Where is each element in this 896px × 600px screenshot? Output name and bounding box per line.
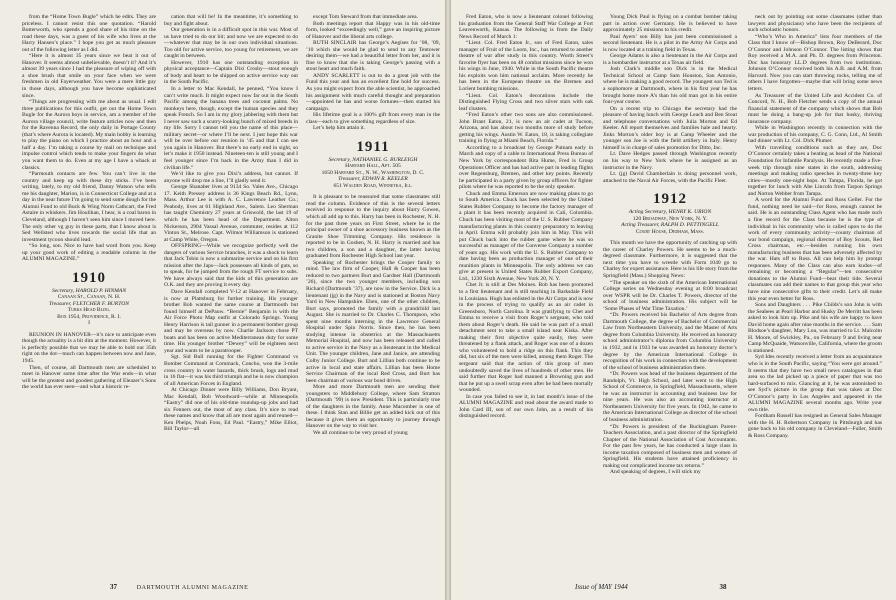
paragraph: “Dr. Powers received his Bachelor of Arts degree from Dartmouth College, the degree of Bachelor of Commercial Law from Northeastern University, and the Master of Arts degree from Columbia University. He received an honorary school administrator’s diploma from Columbia University in 1932, and in 1933 he was awarded an honorary doctor’s degree by the American International College in recognition of his work in connection with the development of the school of business administration there. <box>603 312 737 371</box>
paragraph: According to a broadcast by George Putnam early in March and copy of a cable to International Press Bureau of New York by correspondent Rita Hume, Fred is Group Operations Officer and has had active part in leading flights over Regensburg, Bremen, and other key points. Recently he participated in a party given by group officers for fighter pilots where he was reported to be the only speaker. <box>459 144 593 191</box>
class-officers-1910 <box>22 288 156 327</box>
paragraph: Lt. (jg) David Chamberlain is doing personnel work, attached to the Naval Air Forces, with the Pacific Fleet. <box>603 171 737 184</box>
secretary-address-2: 1650 Harvard St., N. W., Washington, D. C. <box>321 169 425 176</box>
treasurer-title: Acting Treasurer, RALPH D. PETTINGELL <box>621 222 719 229</box>
paragraph: We’d like to give you Dixi’s address, but cannot. If anyone will drop me a line, I’ll gladly send it. <box>164 171 298 184</box>
treasurer-title: Treasurer, EDWIN R. KEELER <box>338 176 408 183</box>
right-page <box>451 0 896 600</box>
paragraph: RUTH SINCLAIR has George’s Aegises for ’08, ’09, ’10 which she would be glad to send to any Tentower desiring them—we had a beautiful letter from her, and it is fine to know that she is taking George’s passing with a stout heart and much faith. <box>306 40 440 73</box>
paragraph: Syd Ides recently received a letter from an acquaintance who is in the South Pacific, saying “You were got around.” It seems that they have two small news catalogues in that area so the lad picked up a piece of paper that was too hard-surfaced to mix. Glancing at it, he was astonished to see Syd’s picture in the group that was taken at Doc O’Connor’s party in Los Angeles and appeared in the ALUMNI MAGAZINE several months ago. Write your own title. <box>748 354 882 413</box>
paragraph: from the “Home Town Bugle” which he edits. They are priceless. I cannot resist this one quotation. “Harold Butterworth, who spends a good share of his time on the road these days, was a guest of his wife who lives at the Harry Hansen’s place.” I hope you get as much pleasure out of the following letter as I did. <box>22 14 156 53</box>
paragraph: Sgt. Sid Bull running for the Fighter Command vs Bomber Command at Commack, Concho, won the 3-mile cross country in water hazards, thick brush, logs and mud in 16 flat—it was his third triumph and he is now champion of all American Forces in England. <box>164 354 298 387</box>
paragraph: Let’s help him attain it. <box>313 125 366 132</box>
paragraph: With travelling conditions such as they are, Doc O’Connor certainly takes a beating as head of the National Foundation for Infantile Paralysis. He recently made a five-week trip through nine states in the south, addressing meetings and making radio speeches in twenty-three key cities—mostly one-night hops. At Tampa, Florida, he got together for lunch with Abe Lincoln from Tarpon Springs and Norton Webber from Tampa. <box>748 144 882 197</box>
treasurer-address: 651 Walden Road, Winnetka, Ill. <box>333 182 413 189</box>
paragraph: ANDY SCARLETT is out to do a great job with the Fund this year and has an excellent fine hold for success. As you might expect from the able scientist, he approached his assignment with much careful thought and preparation—appointed he has and worse fortunes—then started his campaign. <box>306 72 440 112</box>
secretary-title: Acting Secretary, HENRY K. URION <box>628 209 712 216</box>
paragraph: George Shanaber lives at 9134 So. Vales Ave., Chicago 17. Keith Pressey address is 36 Kings Beach Rd., Lynn, Mass. Arthur Lee is with A. C. Lawrence Leather Co.; Peabody, lives at 61 Highland Ave., Salem. Leo Sherman has taught Chemistry 27 years at Griswold, the last 19 of which he has been head of the Department. Alton Nickerson, 2904 Vassal Avenue, commuter, resides at 112 Vinton St., Melrose. Capt. Wilmot Williamson is stationed at Camp White, Oregon. <box>164 184 298 243</box>
paragraph: Paul Ayers’ son Billy has just been commissioned a second lieutenant. He is a pilot in the Army Air Corps and is now located at a training field in Texas. <box>603 33 737 53</box>
paragraph: “Lieut. Col. Eaton’s decorations include the Distinguished Flying Cross and two silver stars with oak leaf clusters. <box>459 92 593 112</box>
paragraph: Lt. Dave Hedges passed through Washington recently on his way to New York where he is assigned as an instructor in the Navy. <box>603 151 737 171</box>
paragraph: “Dr. Powers was head of the business department of the Randolph, Vt. High School, and later went to the High School of Commerce, in Springfield, Massachusetts, where he was an instructor in accounting and business law for nine years. He was also an accounting instructor at Northeastern University for five years. In 1942, he came to the American International College as director of the school of business administration. <box>603 371 737 423</box>
left-page-footer <box>110 583 248 591</box>
left-column-2 <box>164 14 298 574</box>
paragraph: “The speaker on the sixth of the American International College series on Wednesday evening at 8:00 broadcast over WSPR will be Dr. Charles T. Powers, director of the school of business administration. His subject will be ‘Some Phases of War Time Taxation.’ <box>603 279 737 312</box>
secretary-title: Secretary, HAROLD P. HINMAN <box>51 287 127 294</box>
paragraph: OFFSPRING—While we recognize perfectly well the dangers of various Service branches, it was a shock to learn that Jack Tobin is now a submarine service and on his first mission after the Japs—Jack possesses all kinds of guts, so to speak, for he jumped from the rough FT service to subs. We have always said that the kids of this generation are O.K. and they are proving it every day. <box>164 243 298 289</box>
paragraph: “Who’s Who in America” lists four members of the Class that I know of—Bishop Brown, Roy DeBerard, Doc O’Connor and Johnson O’Connor. The listing shows that Roy received a M.A. and Ph. D. degrees from Princeton. Doc has honorary LL.D degrees from two institutions. Johnson O’Connor received both his A.B. and A.M. from Harvard. Now you can start throwing rocks, telling me of others I have forgotten—maybe that will bring some news letters. <box>748 33 882 93</box>
class-heading-1911: 1911 <box>356 138 390 155</box>
paragraph: This month we have the opportunity of catching up with the career of Charley Powers. He seems to be a much-degreed classmate. Furthermore, it is suggested that the next time you have to wrestle with Form 1040 go to Charley for expert assistance. Here is his life story from the Springfield (Mass.) Shopping News: <box>603 240 737 279</box>
class-heading-1910: 1910 <box>72 269 106 286</box>
right-column-1 <box>459 14 593 574</box>
paragraph: Sons and Daughters . . . Pike Childs’s son John is with the Seabees at Pearl Harbor and Husky De Merritt has been asked to look him up. Pike and his wife are happy to have David home again after nine months in the service. . . . Sam Blodsoe’s daughter, Mary Lou, was married to Lt. Malcolm H. Moore, of Swickley, Pa., on February 9 and living near Camp McQuaide, Watsonville, California, where the groom is stationed. <box>748 302 882 354</box>
secretary-address: Harvard Hall, Apt. 505 <box>345 163 401 170</box>
class-officers-1912 <box>603 209 737 235</box>
issue-date: Issue of MAY 1944 <box>575 583 628 591</box>
secretary-title: Secretary, NATHANIEL G. BURLEIGH <box>328 156 418 163</box>
paragraph: Both meetings report that Happy was in his old-time form, looked “exceedingly well,” gave an inspiring picture of Hanover and the liberal arts college. <box>306 20 440 40</box>
paragraph: Fordham Russell has resigned as General Sales Manager with the H. H. Robertson Company in Pittsburgh and has gone back to his old company in Cleveland—Fuller, Smith & Ross Company. <box>748 413 882 439</box>
paragraph: While in Washington recently in connection with the war production of his company, C. G. Conn, Ltd., Al Smith had dinner with Lt. Col. Dick Plumer. <box>748 125 882 145</box>
paragraph: Chet Jr. is still at Des Moines. Bob has been promoted to a first lieutenant and is still teaching in Barksdale Field in Louisiana. Hugh has enlisted in the Air Corps and is now in the process of trying to qualify as an air cadet in Greensboro, North Carolina. It was gratifying to Chet and Emma to receive a visit from Roger’s sergeant, who told them about Roger’s death. He said he was part of a small detachment sent to take a small island near Kiska. After making their first objective quite easily, they were threatened by a flank attack, and Roger was one of a dozen who volunteered to hold a ridge on this flank. This they did, but six of the men were killed, among them Roger. The sergeant said that the action of this group of men undoubtedly saved the lives of hundreds of other men. He said further that Roger had manned a Browning gun and that he put up a swell scrap even after he had been mortally wounded. <box>459 282 593 394</box>
secretary-address: 120 Broadway, New York, N. Y. <box>632 215 708 222</box>
paragraph: At Chicago Dinner were Billy Williams, Don Bryant, Mac Kendall, Bob Woodward—while at Minneapolis “Eastry” did one of his old-time roundup-up jobs and had six Fenners out, the most of any class. It’s nice to read these names and know that all are most again and reuned—Ken Phelps, Noah Fons, Ed Paul. “Eastry,” Mike Elliot, Bill Taylor—all <box>164 387 298 433</box>
paragraph: REUNION IN HANOVER—it’s nice to anticipate even though the actuality is a bit dim at the moment. However, it is perfectly possible that we may be able to hold our 35th right on the dot—much can happen between now and June, 1945. <box>22 331 156 364</box>
paragraph: “Dr. Powers is president of the Buckingham Parent-Teachers Association, and a past director of the Springfield Chapter of the National Association of Cost Accountants. For the past few years, he has conducted a large class in income taxation composed of business men and women of Springfield. His students have attained proficiency in making out complicated income tax returns.” <box>603 423 737 469</box>
left-page <box>0 0 445 600</box>
paragraph: His lifetime goal is a 100% gift from every man in the class—each to give something regardless of size. <box>306 112 440 125</box>
secretary-address: Canaan St., Canaan, N. H. <box>57 294 121 301</box>
paragraph: Josh Clark’s middle son Dick is in the Medical Technical School at Camp Sam Houston, San Antonio, where he is making a good record. The youngest son Ted is a sophomore at Dartmouth, where in his first year he has brought home more A’s than his old man got in his entire four-year course. <box>603 66 737 106</box>
paragraph: A word for the Alumni Fund and Ross Geller. For the fund, nothing need be said—for Ross, enough cannot be said. He is an outstanding Class Agent who has made such a fine record for the Class because he is the type of individual in his community who is called upon to do the work of every community activity—county chairman of war bond campaign, regional director of Boy Scouts, Red Cross chairman, etc.—besides running his own manufacturing business that has been adversely affected by the war. Hats off to Ross. All can help him by prompt responses. Many of the Class can also earn kudos—of remaining or becoming a “Regular”—ten consecutive donations to the Alumni Fund—beat their tide. Several classmates can add their names to that group this year who have nine consecutive gifts to their credit. Let’s all make this year even better for Ross. <box>748 197 882 302</box>
paragraph: We all continue to be very proud of young <box>313 430 408 437</box>
treasurer-address: Turks Head Bldg. <box>67 307 111 314</box>
paragraph: In a letter to Mac Kendall, he penned, “You know I can’t write much. It might expect now far out in the South Pacific among the banana trees and coconut palms. No monkeys here, though, except the human species and they speak French. So I am in my glory jabbering with them but I never saw such a scurry-looking bunch of mixed breeds in my life. Sorry I cannot tell you the name of this place—military secret—or where I’ll be next. I just hope this war will be over before our reunion in ’45 and that I can see you again in Hanover. But there’s no early end in sight, so let’s make it 1950 instead. Nineteen-ten is still young and I feel younger since I’m back in the Army than I did in civilian life.” <box>164 86 298 171</box>
magazine-title: DARTMOUTH ALUMNI MAGAZINE <box>136 585 249 591</box>
page-number: 37 <box>110 583 117 591</box>
paragraph: neck out by pointing out some classmates (other than lawyers and physicians) who have been the recipients of such scholastic honors. <box>748 14 882 34</box>
treasurer-title: Treasurer, FLETCHER F. BURTON <box>48 300 130 307</box>
class-heading-1912: 1912 <box>653 191 687 208</box>
paragraph: As Treasurer of the United Life and Accident Co. of Concord, N. H., Bob Fletcher sends a copy of the annual financial statement of the company which shows that Bob must be doing a bang-up job for that husky, thriving insurance company. <box>748 92 882 125</box>
right-page-footer <box>575 583 726 591</box>
paragraph: “Lieut. Col. Fred Eaton Jr., son of Fred Eaton, sales manager of Fruit of the Loom, Inc., has returned to another theatre of war after study in this country. Worth Street’s favorite flyer has been on 48 combat missions since he won his wings in June, 1940. While in the South Pacific theatre his exploits won him national acclaim. More recently he has been in the European theatre on the Bremen and Lorient bombing missions. <box>459 40 593 93</box>
page-number: 38 <box>719 583 727 591</box>
paragraph: George Adams is also a lieutenant in the Air Corps and is a bombardier instructor at a Texas air field. <box>603 53 737 66</box>
paragraph: Chuck and Emma Emerson are now making plans to go to South America. Chuck has been selected by the United States Rubber Company to become the factory manager of a plant it has been recently acquired in Cali, Colombia. Chuck has been visiting most of the U. S. Rubber Company manufacturing plants in this country preparatory to leaving in April. Emma will probably join him in May. This will put Chuck back into the rubber game where he was so successful as manager of the Converse Company a number of years ago. His work with the U. S. Rubber Company to date having been as production manager of one of their munition plants in Minneapolis. The only address we can give at present is United States Rubber Export Company, Ltd., 1230 Sixth Avenue, New York 20, N. Y. <box>459 190 593 282</box>
paragraph: “So long, son. Nice to have had word from you. Keep up your good work of editing a readable column in the ALUMNI MAGAZINE.” <box>22 243 156 263</box>
paragraph: It is pleasant to be reassured that some classmates still read the column. Evidence of this is the several letters received in response to the inquiry about Harry Gowen, which all add up to this. Harry has been in Rochester, N. H. for the past three years on First Street, where he is the principal owner of a shoe accessory business known as the Granite Shoe Trimming Company. His residence is reported to be in Goshen, N. H. Harry is married and has two children, a son and a daughter, the latter having graduated from Rochester High School last year. <box>306 194 440 260</box>
paragraph: However, 1910 has one outstanding exception in physical acceptance—Captain Dixi Crosby—stout enough of body and heart to be shipped on active service way out in the South Pacific. <box>164 59 298 86</box>
treasurer-address: Court House, Dedham, Mass. <box>635 228 705 235</box>
paragraph: Then, of course, all Dartmouth men are scheduled to meet in Hanover some time after the War ends—in what will be the greatest and goodest gathering of Eleazer’s Sons the world has ever seen—and what a historic re- <box>22 364 156 391</box>
paragraph: In case you failed to see it, in last month’s issue of the ALUMNI MAGAZINE and read about the award made to John Card III, son of our own John, as a result of his distinguished record. <box>459 393 593 420</box>
paragraph: “Fred Eaton’s other two sons are also commissioned. John Brant Eaton, 21, is now an air cadet at Tucson, Arizona, and has about two months more of study before getting his wings. Austin W. Eaton, 18, is taking collegiate training in flying at Miami Beach, Florida.” <box>459 112 593 145</box>
paragraph: Speaking of Rochester brings the Cooper family to mind. The law firm of Cooper, Hall & Cooper has been reduced to two partners Burt and Gardner Hall (Dartmouth ’26), since the two younger members, including son Richard (Dartmouth ’37), are now in the Service. Dick is a lieutenant (jg) in the Navy and is stationed at Boston Navy Yard in New Hampshire. Eben, one of the other children, Burt says, promoted the family with a grandchild last August. She is married to Dr. Charles C. Thompson, who spent nine months interning in the Lawrence General Hospital under Spin Norris. Since then, he has been studying intense in obstetrics at the Massachusetts Memorial Hospital, and now has been released and called to active service in the Navy as a lieutenant in the Medical Unit. The younger children, Jane and Janice, are attending Colby Junior College. Burt and Lillian both continue to be active in local and state affairs. Lillian has been Home Service Chairman of the local Red Cross, and Burt has been chairman of various war bond drives. <box>306 259 440 384</box>
paragraph: “Parmouth contacts are few. You can’t live in the country and keep up with these dry sticks. I’ve been writing, lately, to my old friend, Danny Watson who tells me his daughter, Marion, is in Connecticut College and at a day in the near future I’m going to send some dough for the Alumni Fund to old Buck & Wing Norm Cathcart, the Fred Astaire in whiskers. Jim Houlihan, I hear, is a coal baron in Cleveland, although I haven’t seen him since I moved here. The only other vg guy in these parts, that I know about is Sed Wellsted who lives towards the social life that an investment tycoon should lead. <box>22 171 156 243</box>
paragraph: Our generation is in a difficult spot in this war. Most of us have tried to do our bit; and now we are expected to do—whatever that may be in our own individual situations. Too old for active service, too young for retirement, we are caught in between. <box>164 27 298 60</box>
right-column-3 <box>748 14 882 574</box>
class-officers-1911 <box>306 157 440 190</box>
paragraph: Dave Kendall completed V-12 at Hanover in February, is now at Plattsburg for further training. His younger brother Bob wanted the same course at Dartmouth but found himself at DePauw. “Bernie” Benjamin is with the Air Force Photo Map outfit at Colorado Springs. Young Henry Harrison is tail gunner in a permanent bomber group and may be overseas by now. Charlie Jackson chose PT boats and has been on active Mediterranean duty for some time. His younger brother “Dewey” will be eighteen next year and wants to be a paratrooper. <box>164 288 298 354</box>
paragraph: Young Dick Paul is flying on a combat bomber taking part in action over Germany. He is believed to have approximately 25 missions to his credit. <box>603 14 737 34</box>
right-column-2 <box>603 14 737 574</box>
paragraph: Fred Eaton, who is now a lieutenant colonel following his graduation from the General Staff War College at Fort Leavenworth, Kansas. The following is from the Daily News Record of March 1: <box>459 14 593 40</box>
treasurer-address-2: Box 1954, Providence, R. I. <box>57 313 121 320</box>
left-column-3 <box>306 14 440 574</box>
paragraph: On a recent trip to Chicago the secretary had the pleasure of having lunch with George Leach and Ben Stout and telephone conversations with Julia Morton and Ed Keeler. All report themselves and families hale and hearty. Jinks Morton’s older boy is at Camp Wheeler and the younger son Joe is with the field artillery in Italy. Henry himself is in charge of sales promotion for Ditto, Inc. <box>603 105 737 151</box>
paragraph: cation that will be! In the meantime, it’s something to buy and fight about. <box>164 14 298 27</box>
paragraph: And speaking of degrees, I will stick my <box>610 469 701 476</box>
column-signature: I <box>88 320 90 327</box>
paragraph: More and more Dartmouth men are sending their youngsters to Middlebury College, where Sam Stratton (Dartmouth ’99) is now President. This is particularly true of the daughters in the family. Anne Macomber is one of these. I think Stan and Billie get an added kick out of this because it gives them an opportunity to journey through Hanover on the way to visit her. <box>306 384 440 430</box>
paragraph: “Things are progressing with me about as usual. I edit three publications for this outfit, get out the Home Town Bugle for the Aurora boys in service, am a member of the Aurora village council, write feature articles now and then for the Ravenna Record, the only daily in Portage County (that’s where Aurora is located). My main hobby is learning to play the piano on which I practice about an hour and a half a day. I’m taking a course by mail on technique and impulse control which tends to make your fingers do what you want them to do. Even at my age I have a whack at classics. <box>22 99 156 171</box>
paragraph: “Here it is almost 35 years since we beat it out of Hanover. It seems almost unbelievable, doesn’t it? And it’s almost 39 years since I had the pleasure of wiping off with a shoe brush that smile on your face when we were freshmen in old Fayerweather. You were a mere little guy in those days, although you have become sophisticated since. <box>22 53 156 99</box>
paragraph: except Tom Steward from that immediate area. <box>313 14 418 20</box>
left-column-1 <box>22 14 156 574</box>
